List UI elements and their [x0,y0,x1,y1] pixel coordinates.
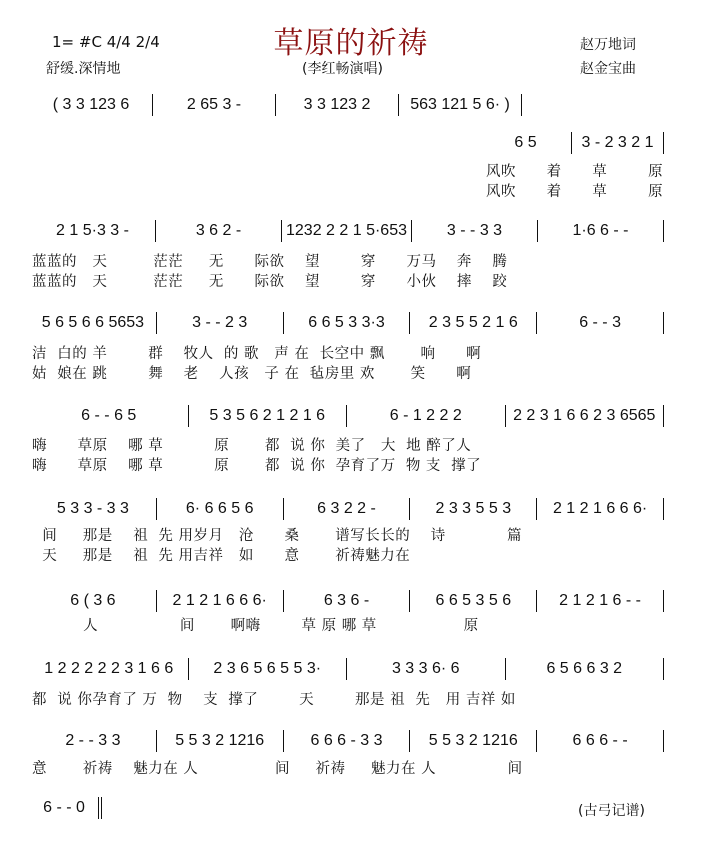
measure: 5 6 5 6 6 5653 [30,312,157,334]
measure: 6· 6 6 5 6 [157,498,284,520]
lyrics-line: 嗨 草原 哪 草 原 都 说 你 孕育了万 物 支 撑了 [32,458,482,474]
measure: 2 3 6 5 6 5 5 3· [189,658,348,680]
measure: 3 3 3 6· 6 [347,658,506,680]
key-signature: 1= #C 4/4 2/4 [52,33,160,51]
lyrics-line: 姑 娘在 跳 舞 老 人孩 子 在 毡房里 欢 笑 啊 [32,366,472,382]
lyrics-line: 天 那是 祖 先 用吉祥 如 意 祈祷魅力在 [32,548,411,564]
composer: 赵金宝曲 [580,61,636,77]
measure: 3 6 2 - [156,220,282,242]
notation-system [30,94,522,116]
measure: 6 6 6 - 3 3 [284,730,411,752]
notation-system [30,498,664,520]
lyrics-line: 蓝蓝的 天 茫茫 无 际欲 望 穿 万马 奔 腾 [32,254,508,270]
notation-system [30,220,664,242]
measure: 2 - - 3 3 [30,730,157,752]
measure: 2 1 5·3 3 - [30,220,156,242]
lyrics-line: 间 那是 祖 先 用岁月 沧 桑 谱写长长的 诗 篇 [32,528,523,544]
measure: 1·6 6 - - [538,220,664,242]
measure: 3 3 123 2 [276,94,399,116]
measure: 6 - - 3 [537,312,664,334]
notation-system [30,797,102,819]
notation-system [30,730,664,752]
notation-system [30,312,664,334]
measure: 5 5 3 2 1216 [410,730,537,752]
measure: 6 - - 6 5 [30,405,189,427]
measure: ( 3 3 123 6 [30,94,153,116]
measure: 2 3 5 5 2 1 6 [410,312,537,334]
measure: 6 6 5 3 5 6 [410,590,537,612]
measure: 6 6 5 3 3·3 [284,312,411,334]
lyrics-line: 人 间 啊嗨 草 原 哪 草 原 [32,618,479,634]
measure: 1 2 2 2 2 2 3 1 6 6 [30,658,189,680]
tempo-marking: 舒缓.深情地 [46,61,121,77]
lyrics-line: 嗨 草原 哪 草 原 都 说 你 美了 大 地 醉了人 [32,438,472,454]
song-title: 草原的祈祷 [273,26,429,61]
measure: 2 65 3 - [153,94,276,116]
singer: (李红畅演唱) [302,61,383,77]
measure: 2 1 2 1 6 - - [537,590,664,612]
measure: 2 1 2 1 6 6 6· [537,498,664,520]
notation-system [30,405,664,427]
lyrics-line: 意 祈祷 魅力在 人 间 祈祷 魅力在 人 间 [32,761,523,777]
measure: 2 1 2 1 6 6 6· [157,590,284,612]
notation-system [30,658,664,680]
measure: 6 ( 3 6 [30,590,157,612]
notation-system [480,132,664,154]
measure: 6 6 6 - - [537,730,664,752]
measure: 6 5 [480,132,572,154]
measure: 2 3 3 5 5 3 [410,498,537,520]
measure: 6 3 2 2 - [284,498,411,520]
lyrics-line: 洁 白的 羊 群 牧人 的 歌 声 在 长空中 飘 响 啊 [32,346,482,362]
lyricist: 赵万地词 [580,37,636,53]
measure: 5 5 3 2 1216 [157,730,284,752]
lyrics-line: 都 说 你孕育了 万 物 支 撑了 天 那是 祖 先 用 吉祥 如 [32,692,516,708]
measure: 6 - - 0 [30,797,102,819]
measure: 3 - 2 3 2 1 [572,132,664,154]
lyrics-line: 蓝蓝的 天 茫茫 无 际欲 望 穿 小伙 摔 跤 [32,274,508,290]
notation-system [30,590,664,612]
measure: 5 3 3 - 3 3 [30,498,157,520]
measure: 6 - 1 2 2 2 [347,405,506,427]
lyrics-line: 风吹 着 草 原 [486,184,664,200]
measure: 2 2 3 1 6 6 2 3 6565 [506,405,665,427]
measure: 563 121 5 6· ) [399,94,522,116]
measure: 6 5 6 6 3 2 [506,658,665,680]
lyrics-line: 风吹 着 草 原 [486,164,664,180]
measure: 1232 2 2 1 5·653 [282,220,412,242]
measure: 3 - - 2 3 [157,312,284,334]
transcriber-note: (古弓记谱) [578,803,645,819]
measure: 6 3 6 - [284,590,411,612]
measure: 3 - - 3 3 [412,220,538,242]
measure: 5 3 5 6 2 1 2 1 6 [189,405,348,427]
